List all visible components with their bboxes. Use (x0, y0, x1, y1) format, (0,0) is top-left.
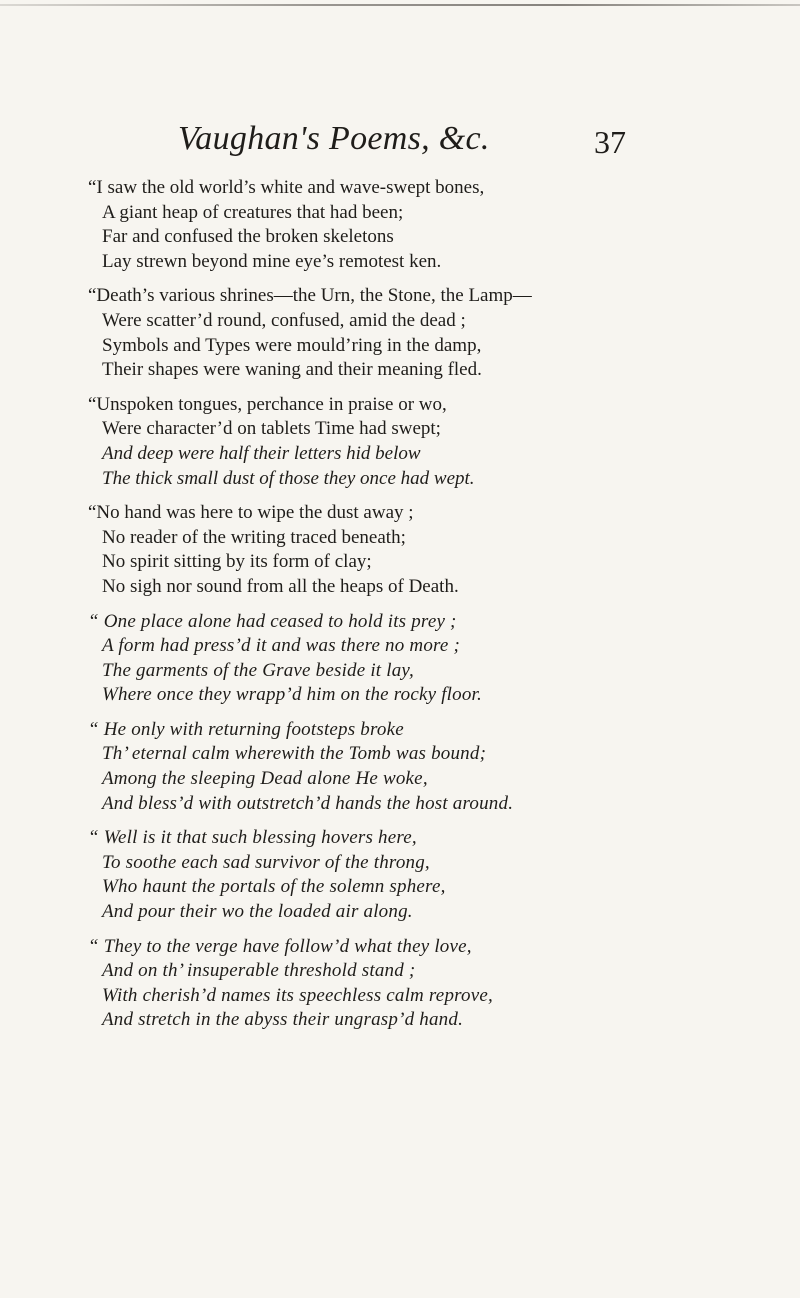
verse-line: And pour their wo the loaded air along. (102, 901, 413, 923)
verse-line: Where once they wrapp’d him on the rocky floor. (102, 684, 482, 706)
verse-line: “I saw the old world’s white and wave-swept bones, (88, 177, 485, 198)
verse-line: The thick small dust of those they once had wept. (102, 467, 475, 489)
verse-line: The garments of the Grave beside it lay, (102, 659, 414, 681)
stanza-1 (0, 176, 800, 274)
stanza-6 (0, 718, 800, 816)
verse-line: With cherish’d names its speechless calm reprove, (102, 984, 493, 1006)
verse-line: “ One place alone had ceased to hold its prey ; (88, 610, 457, 632)
verse-line: “Unspoken tongues, perchance in praise or wo, (88, 393, 447, 415)
verse-line: Their shapes were waning and their meaning fled. (102, 359, 482, 381)
page-top-edge (0, 4, 800, 6)
running-head (0, 116, 800, 166)
verse-line: A giant heap of creatures that had been; (102, 201, 404, 223)
verse-line: Lay strewn beyond mine eye’s remotest ken. (102, 250, 442, 272)
verse-line: No reader of the writing traced beneath; (102, 526, 406, 548)
verse-line: Among the sleeping Dead alone He woke, (102, 768, 428, 790)
verse-line: And deep were half their letters hid below (102, 442, 421, 464)
verse-line: A form had press’d it and was there no more ; (102, 635, 461, 657)
verse-line: “ They to the verge have follow’d what they love, (88, 935, 472, 957)
verse-line: “No hand was here to wipe the dust away ; (88, 502, 414, 524)
verse-line: Th’ eternal calm wherewith the Tomb was bound; (102, 743, 487, 765)
verse-line: Symbols and Types were mould’ring in the damp, (102, 334, 482, 356)
stanza-2 (0, 284, 800, 382)
verse-line: “ He only with returning footsteps broke (88, 718, 404, 740)
verse-line: And stretch in the abyss their ungrasp’d hand. (102, 1009, 464, 1031)
stanza-5 (0, 610, 800, 708)
verse-line: Who haunt the portals of the solemn sphere, (102, 876, 446, 898)
running-title: Vaughan's Poems, &c. (178, 120, 490, 157)
verse-line: No sigh nor sound from all the heaps of Death. (102, 575, 459, 597)
verse-line: No spirit sitting by its form of clay; (102, 551, 372, 573)
stanza-3 (0, 393, 800, 491)
verse-line: Were character’d on tablets Time had swept; (102, 418, 441, 440)
verse-line: And on th’ insuperable threshold stand ; (102, 960, 416, 982)
verse-line: Were scatter’d round, confused, amid the dead ; (102, 309, 466, 331)
stanza-7 (0, 826, 800, 924)
page-number: 37 (594, 124, 626, 160)
poem-body (0, 176, 800, 1043)
verse-line: And bless’d with outstretch’d hands the host around. (102, 792, 514, 814)
verse-line: “Death’s various shrines—the Urn, the Stone, the Lamp— (88, 285, 532, 307)
verse-line: Far and confused the broken skeletons (102, 226, 394, 248)
verse-line: To soothe each sad survivor of the throng, (102, 851, 430, 873)
stanza-4 (0, 501, 800, 599)
verse-line: “ Well is it that such blessing hovers here, (88, 827, 417, 849)
stanza-8 (0, 935, 800, 1033)
